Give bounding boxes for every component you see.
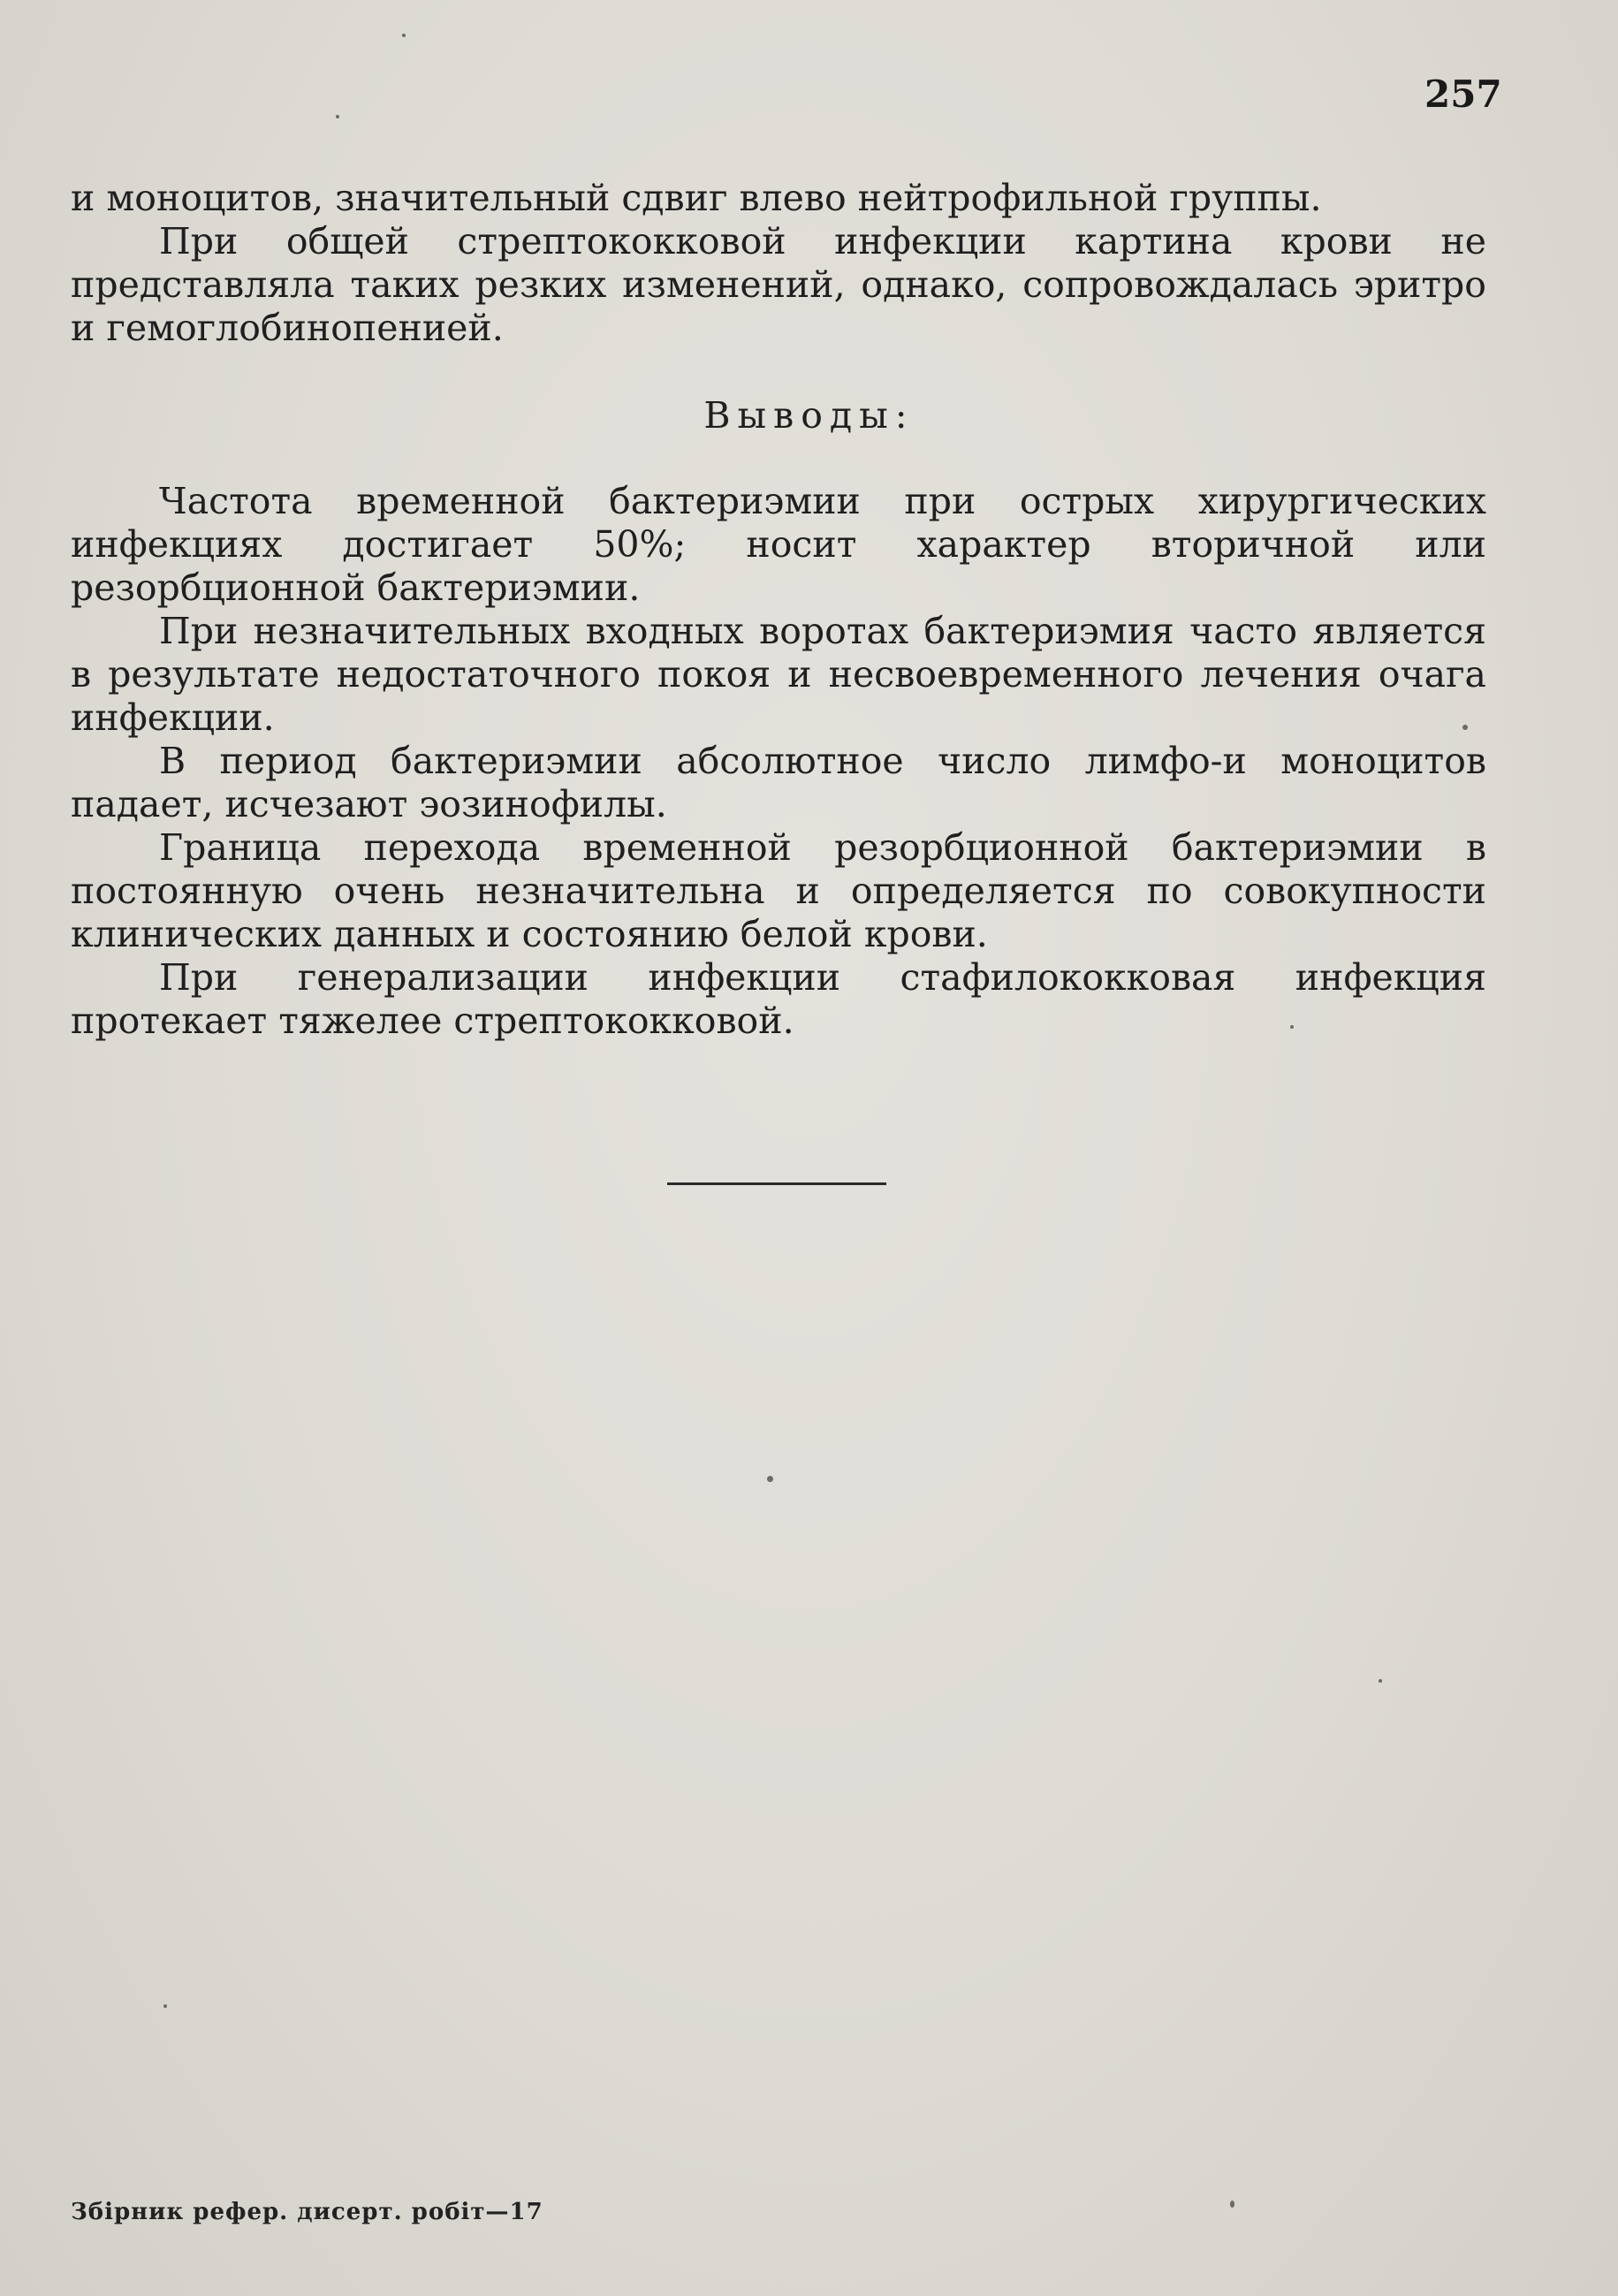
page-number: 257 <box>1424 72 1502 116</box>
paper-speck <box>1462 725 1468 730</box>
end-divider <box>667 1182 886 1185</box>
conclusion-paragraph: Граница перехода временной резорбционной бактериэмии в постоянную очень незначительна и определяется по совокупности клинических данных и состоянию белой крови. <box>71 826 1486 955</box>
conclusions-list <box>71 480 1486 1043</box>
footer-signature: Збірник рефер. дисерт. робіт—17 <box>71 2199 543 2225</box>
paragraph-streptococcal: При общей стрептококковой инфекции картина крови не представляла таких резких изменений, однако, сопровождалась эритро и гемоглобинопенией. <box>71 220 1486 349</box>
paper-speck <box>1379 1679 1382 1683</box>
section-heading-conclusions: Выводы: <box>703 394 915 437</box>
intro-text <box>71 177 1486 350</box>
paper-speck <box>1230 2201 1234 2208</box>
paper-speck <box>336 115 339 118</box>
paragraph-continuation: и моноцитов, значительный сдвиг влево нейтрофильной группы. <box>71 177 1322 219</box>
paper-speck <box>1290 1025 1294 1029</box>
conclusion-paragraph: При генерализации инфекции стафилококковая инфекция протекает тяжелее стрептококковой. <box>71 956 1486 1042</box>
paper-speck <box>402 34 406 37</box>
conclusion-paragraph: При незначительных входных воротах бактериэмия часто является в результате недостаточного покоя и несвоевременного лечения очага инфекции. <box>71 610 1486 739</box>
paper-speck <box>163 2004 167 2008</box>
conclusion-paragraph: В период бактериэмии абсолютное число лимфо-и моноцитов падает, исчезают эозинофилы. <box>71 740 1486 825</box>
paper-speck <box>767 1476 773 1482</box>
conclusion-paragraph: Частота временной бактериэмии при острых хирургических инфекциях достигает 50%; носит характер вторичной или резорбционной бактериэмии. <box>71 480 1486 609</box>
